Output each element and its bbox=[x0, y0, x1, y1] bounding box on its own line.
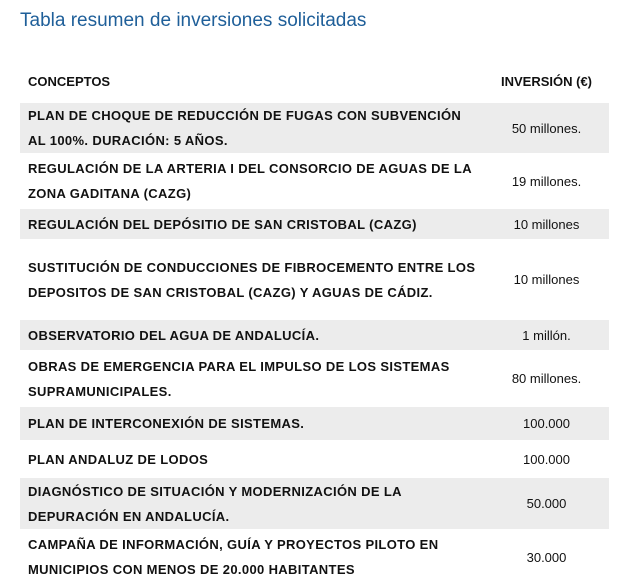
amount-cell: 50 millones. bbox=[484, 102, 609, 155]
amount-cell: 30.000 bbox=[484, 531, 609, 583]
amount-cell: 80 millones. bbox=[484, 352, 609, 406]
concept-cell: CAMPAÑA DE INFORMACIÓN, GUÍA Y PROYECTOS PILOTO EN MUNICIPIOS CON MENOS DE 20.000 HABITANTES bbox=[20, 531, 484, 583]
concept-cell: REGULACIÓN DEL DEPÓSITIO DE SAN CRISTOBAL (CAZG) bbox=[20, 208, 484, 241]
concept-cell: DIAGNÓSTICO DE SITUACIÓN Y MODERNIZACIÓN DE LA DEPURACIÓN EN ANDALUCÍA. bbox=[20, 477, 484, 531]
concept-cell: OBSERVATORIO DEL AGUA DE ANDALUCÍA. bbox=[20, 319, 484, 352]
amount-cell: 100.000 bbox=[484, 406, 609, 442]
concept-cell: PLAN DE CHOQUE DE REDUCCIÓN DE FUGAS CON SUBVENCIÓN AL 100%. DURACIÓN: 5 AÑOS. bbox=[20, 102, 484, 155]
table-row bbox=[20, 319, 609, 352]
table-row bbox=[20, 406, 609, 442]
table-row bbox=[20, 208, 609, 241]
table-row bbox=[20, 442, 609, 477]
amount-cell: 19 millones. bbox=[484, 155, 609, 208]
page-title: Tabla resumen de inversiones solicitadas bbox=[20, 10, 367, 31]
table-row bbox=[20, 477, 609, 531]
amount-cell: 10 millones bbox=[484, 208, 609, 241]
table-header-row bbox=[20, 62, 609, 102]
table-row bbox=[20, 241, 609, 319]
investment-summary-table bbox=[20, 62, 609, 583]
amount-cell: 50.000 bbox=[484, 477, 609, 531]
concept-cell: PLAN ANDALUZ DE LODOS bbox=[20, 442, 484, 477]
concept-cell: OBRAS DE EMERGENCIA PARA EL IMPULSO DE LOS SISTEMAS SUPRAMUNICIPALES. bbox=[20, 352, 484, 406]
concept-cell: PLAN DE INTERCONEXIÓN DE SISTEMAS. bbox=[20, 406, 484, 442]
concepts-column-header: CONCEPTOS bbox=[28, 73, 111, 89]
table-row bbox=[20, 531, 609, 583]
investment-column-header: INVERSIÓN (€) bbox=[500, 73, 592, 89]
concept-cell: SUSTITUCIÓN DE CONDUCCIONES DE FIBROCEMENTO ENTRE LOS DEPOSITOS DE SAN CRISTOBAL (CAZG) Y AGUAS DE CÁDIZ. bbox=[20, 241, 484, 319]
table-row bbox=[20, 102, 609, 155]
amount-cell: 10 millones bbox=[484, 241, 609, 319]
amount-cell: 1 millón. bbox=[484, 319, 609, 352]
concept-cell: REGULACIÓN DE LA ARTERIA I DEL CONSORCIO DE AGUAS DE LA ZONA GADITANA (CAZG) bbox=[20, 155, 484, 208]
amount-cell: 100.000 bbox=[484, 442, 609, 477]
table-row bbox=[20, 155, 609, 208]
table-row bbox=[20, 352, 609, 406]
